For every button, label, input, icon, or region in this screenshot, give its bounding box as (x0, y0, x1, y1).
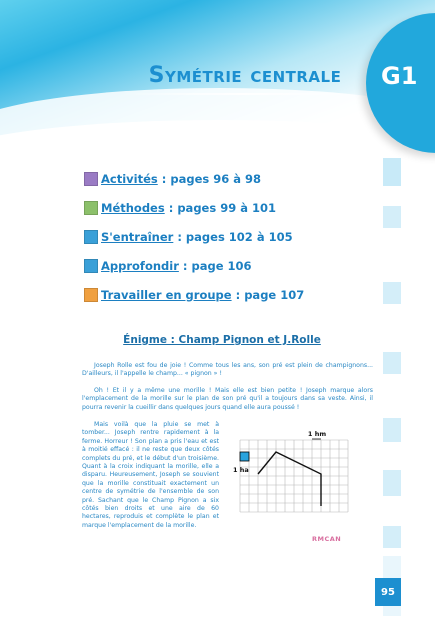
side-block (383, 526, 401, 548)
section-square-icon (84, 201, 98, 215)
menu-link[interactable]: Approfondir (101, 258, 179, 273)
side-block (383, 352, 401, 374)
chapter-number: G1 (381, 62, 418, 90)
menu-item-sentrainer[interactable] (84, 222, 304, 251)
menu-link[interactable]: Travailler en groupe (101, 287, 232, 302)
menu-link[interactable]: Activités (101, 171, 158, 186)
title-underline (122, 93, 362, 95)
menu-item-approfondir[interactable] (84, 251, 304, 280)
scale-label-hm: 1 hm (307, 430, 327, 438)
field-plan-svg (226, 426, 358, 526)
enigma-paragraph: Oh ! Et il y a même une morille ! Mais elle est bien petite ! Joseph marque alors l'emplacement de la morille sur le plan de son pré qu'il a toujours dans sa veste. Ainsi, il pourra revenir la cueillir dans quelques jours quand elle aura poussé ! (82, 387, 373, 411)
menu-link[interactable]: Méthodes (101, 200, 165, 215)
side-block (383, 206, 401, 228)
scale-label-ha: 1 ha (233, 466, 249, 474)
chapter-title: Symétrie centrale (148, 63, 342, 88)
side-block (383, 418, 401, 442)
menu-link[interactable]: S'entraîner (101, 229, 174, 244)
menu-pages: : page 107 (231, 287, 305, 302)
enigma-title: Énigme : Champ Pignon et J.Rolle (123, 334, 321, 346)
menu-item-activites[interactable] (84, 164, 304, 193)
menu-item-travailler-en-groupe[interactable] (84, 280, 304, 309)
author-signature: RMCAN (312, 535, 342, 543)
field-remaining-sides (258, 452, 321, 506)
menu-pages: : pages 99 à 101 (164, 200, 276, 215)
side-block (383, 470, 401, 496)
side-block (383, 282, 401, 304)
menu-pages: : page 106 (178, 258, 252, 273)
enigma-paragraph: Joseph Rolle est fou de joie ! Comme tous les ans, son pré est plein de champignons... D'ailleurs, il l'appelle le champ... « pignon » ! (82, 362, 373, 378)
field-plan-figure (226, 426, 358, 530)
plan-grid (240, 440, 348, 512)
enigma-paragraph: Mais voilà que la pluie se met à tomber... Joseph rentre rapidement à la ferme. Horreur ! Son plan a pris l'eau et est à moitié effacé : il ne reste que deux côtés complets du pré, et le début d'un troisième. Quant à la croix indiquant la morille, elle a disparu. Heureusement, Joseph se souvient que la morille constituait exactement un centre de symétrie de l'ensemble de son pré. Sachant que le Champ Pignon a six côtés bien droits et une aire de 60 hectares, reproduis et complète le plan et marque l'emplacement de la morille. (82, 421, 219, 529)
side-block (383, 158, 401, 186)
section-square-icon (84, 288, 98, 302)
menu-pages: : pages 102 à 105 (173, 229, 293, 244)
page-number: 95 (375, 578, 401, 606)
hectare-unit-square (240, 452, 249, 461)
section-menu (84, 164, 304, 309)
menu-pages: : pages 96 à 98 (157, 171, 262, 186)
section-square-icon (84, 230, 98, 244)
menu-item-methodes[interactable] (84, 193, 304, 222)
section-square-icon (84, 259, 98, 273)
section-square-icon (84, 172, 98, 186)
